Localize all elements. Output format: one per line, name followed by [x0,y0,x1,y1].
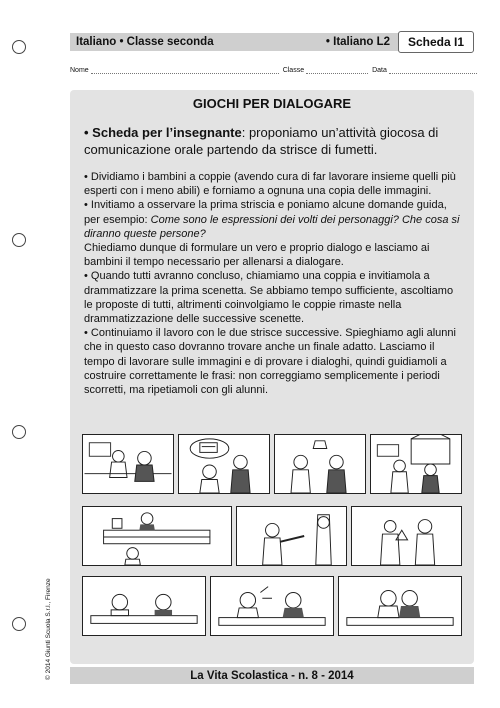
comic-panel [178,434,270,494]
data-label: Data [372,67,387,74]
copyright-notice: © 2014 Giunti Scuola S.r.l., Firenze [45,578,52,680]
comic-panel [370,434,462,494]
comic-strip-2 [82,506,462,566]
scheda-tab: Scheda I1 [398,31,474,53]
punch-hole [12,40,26,54]
comic-panel [82,576,206,636]
header-subject: Italiano • Classe seconda [76,36,214,48]
classe-label: Classe [282,67,305,74]
intro-text: : proponiamo un’attività giocosa di comunicazione orale partendo da strisce di fumetti. [84,125,439,157]
comic-panel [274,434,366,494]
comic-strip-1 [82,434,462,494]
content-frame [70,90,474,664]
punch-hole [12,617,26,631]
paragraph: • Invitiamo a osservare la prima striscia e poniamo alcune domande guida, per esempio: Come sono le espressioni dei volti dei personaggi? Che cosa si diranno queste persone? [84,199,460,240]
data-field[interactable] [389,66,477,74]
punch-hole [12,233,26,247]
teacher-intro [84,124,464,158]
classe-field[interactable] [306,66,368,74]
page-title: GIOCHI PER DIALOGARE [192,96,352,111]
comic-panel [338,576,462,636]
comic-panel [82,506,232,566]
guide-questions: Come sono le espressioni dei volti dei personaggi? Che cosa si diranno queste persone? [84,213,460,240]
paragraph: • Continuiamo il lavoro con le due strisce successive. Spieghiamo agli alunni che in questo caso dovranno trovare anche un finale adatto. Lasciamo il tempo di lavorare sulle immagini e di provare i dialoghi, quindi guidiamoli a costruire correttamente le frasi: non correggiamo semplicemente i periodi scorretti, ma ripetiamoli con gli alunni. [84,327,456,397]
nome-field[interactable] [91,66,279,74]
paragraph: • Dividiamo i bambini a coppie (avendo cura di far lavorare insieme quelli più esperti con i meno abili) e forniamo a ognuna una copia delle immagini. [84,171,456,198]
comic-panel [210,576,334,636]
comic-strip-3 [82,576,462,636]
paragraph: • Quando tutti avranno concluso, chiamiamo una coppia e invitiamola a drammatizzare la prima scenetta. Se abbiamo tempo sufficiente, ascoltiamo le proposte di tutti, altrimenti coinvolgiamo le coppie rimaste nella drammatizzazione delle successive scenette. [84,270,454,326]
nome-label: Nome [70,67,89,74]
student-fields [70,66,474,74]
intro-bold: • Scheda per l’insegnante [84,125,242,140]
punch-hole [12,425,26,439]
comic-panel [82,434,174,494]
paragraph: Chiediamo dunque di formulare un vero e proprio dialogo e lasciamo ai bambini il tempo necessario per allenarsi a dialogare. [84,242,430,269]
comic-panel [236,506,347,566]
header-subject-l2: • Italiano L2 [325,36,390,48]
comic-panel [351,506,462,566]
page-footer: La Vita Scolastica - n. 8 - 2014 [70,667,474,684]
instructions [84,170,464,397]
